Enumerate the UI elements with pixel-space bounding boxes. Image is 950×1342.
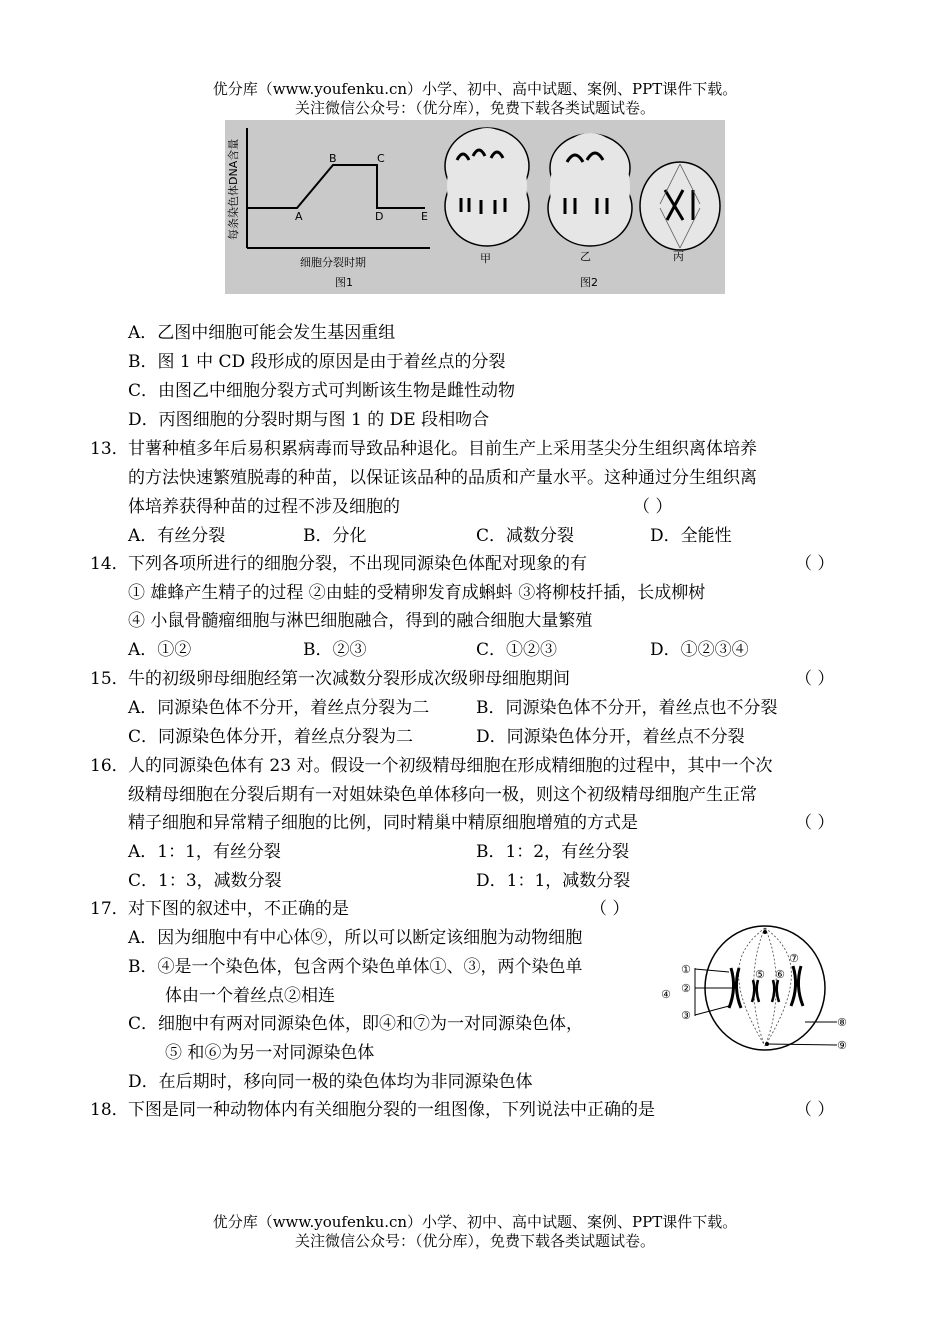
q17-option-a: A．因为细胞中有中心体⑨，所以可以断定该细胞为动物细胞 — [128, 928, 583, 948]
q17-label-1: ① — [681, 963, 691, 976]
graph-y-label: 每条染色体DNA含量 — [227, 138, 240, 240]
q18-number: 18． — [90, 1100, 129, 1120]
q17-label-5: ⑤ — [755, 968, 765, 981]
q14-item-1: ① 雄蜂产生精子的过程 ②由蛙的受精卵发育成蝌蚪 ③将柳枝扦插，长成柳树 — [128, 583, 706, 603]
q17-label-9: ⑨ — [837, 1039, 847, 1052]
q14-option-b: B．②③ — [303, 640, 367, 660]
q16-option-a: A．1：1，有丝分裂 — [128, 842, 281, 862]
figure-2-caption: 图2 — [580, 276, 598, 289]
q14-text: 下列各项所进行的细胞分裂，不出现同源染色体配对现象的有 — [128, 554, 587, 574]
q15-option-b: B．同源染色体不分开，着丝点也不分裂 — [476, 698, 778, 718]
q14-option-c: C．①②③ — [476, 640, 558, 660]
q13-text-1: 甘薯种植多年后易积累病毒而导致品种退化。目前生产上采用茎尖分生组织离体培养 — [128, 439, 757, 459]
q18-answer-paren: （ ） — [795, 1100, 835, 1120]
q16-answer-paren: （ ） — [795, 813, 835, 833]
q17-label-7: ⑦ — [789, 952, 799, 965]
header-line-1: 优分库（www.youfenku.cn）小学、初中、高中试题、案例、PPT课件下载。 — [212, 80, 738, 98]
q12-option-c: C．由图乙中细胞分裂方式可判断该生物是雌性动物 — [128, 381, 516, 401]
q14-answer-paren: （ ） — [795, 554, 835, 574]
cell-jia-label: 甲 — [480, 252, 491, 265]
q17-option-d: D．在后期时，移向同一极的染色体均为非同源染色体 — [128, 1072, 533, 1092]
cell-bing-label: 丙 — [673, 250, 684, 263]
q17-option-b-1: B．④是一个染色体，包含两个染色单体①、③，两个染色单 — [128, 957, 583, 977]
q13-option-a: A．有丝分裂 — [128, 526, 226, 546]
q17-text: 对下图的叙述中，不正确的是 — [128, 899, 349, 919]
q14-number: 14． — [90, 554, 129, 574]
q17-cell-drawing — [655, 920, 855, 1060]
q17-cell-diagram — [655, 920, 855, 1060]
figure-1-2 — [225, 120, 725, 294]
q13-text-3: 体培养获得种苗的过程不涉及细胞的 — [128, 497, 400, 517]
q13-option-d: D．全能性 — [650, 526, 732, 546]
q16-option-d: D．1：1，减数分裂 — [476, 871, 631, 891]
q15-option-a: A．同源染色体不分开，着丝点分裂为二 — [128, 698, 430, 718]
q12-option-b: B．图 1 中 CD 段形成的原因是由于着丝点的分裂 — [128, 352, 506, 372]
q15-option-d: D．同源染色体分开，着丝点不分裂 — [476, 727, 745, 747]
figure-1-2-drawing — [225, 120, 725, 294]
q17-label-6: ⑥ — [775, 968, 785, 981]
q17-label-8: ⑧ — [837, 1016, 847, 1029]
q12-option-d: D．丙图细胞的分裂时期与图 1 的 DE 段相吻合 — [128, 410, 490, 430]
q17-number: 17． — [90, 899, 129, 919]
q13-text-2: 的方法快速繁殖脱毒的种苗，以保证该品种的品质和产量水平。这种通过分生组织离 — [128, 468, 757, 488]
q15-option-c: C．同源染色体分开，着丝点分裂为二 — [128, 727, 414, 747]
graph-point-e: E — [421, 210, 428, 223]
q13-option-b: B．分化 — [303, 526, 367, 546]
q14-option-d: D．①②③④ — [650, 640, 749, 660]
q16-option-b: B．1：2，有丝分裂 — [476, 842, 630, 862]
q13-number: 13． — [90, 439, 129, 459]
q16-text-2: 级精母细胞在分裂后期有一对姐妹染色单体移向一极，则这个初级精母细胞产生正常 — [128, 785, 757, 805]
graph-point-a: A — [295, 210, 303, 223]
header-line-2: 关注微信公众号：（优分库），免费下载各类试题试卷。 — [294, 99, 655, 117]
q14-option-a: A．①② — [128, 640, 192, 660]
q17-option-c-1: C．细胞中有两对同源染色体，即④和⑦为一对同源染色体， — [128, 1014, 584, 1034]
q15-answer-paren: （ ） — [795, 669, 835, 689]
q16-text-3: 精子细胞和异常精子细胞的比例，同时精巢中精原细胞增殖的方式是 — [128, 813, 638, 833]
q16-option-c: C．1：3，减数分裂 — [128, 871, 282, 891]
cell-yi-label: 乙 — [580, 250, 591, 263]
q15-number: 15． — [90, 669, 129, 689]
q17-answer-paren: （ ） — [590, 899, 630, 919]
q12-option-a: A．乙图中细胞可能会发生基因重组 — [128, 323, 396, 343]
q18-text: 下图是同一种动物体内有关细胞分裂的一组图像，下列说法中正确的是 — [128, 1100, 655, 1120]
q13-answer-paren: （ ） — [633, 497, 673, 517]
q15-text: 牛的初级卵母细胞经第一次减数分裂形成次级卵母细胞期间 — [128, 669, 570, 689]
q17-label-2: ② — [681, 982, 691, 995]
q16-number: 16． — [90, 756, 129, 776]
graph-x-label: 细胞分裂时期 — [300, 256, 366, 269]
footer-line-1: 优分库（www.youfenku.cn）小学、初中、高中试题、案例、PPT课件下载。 — [212, 1213, 738, 1231]
q17-label-3: ③ — [681, 1009, 691, 1022]
graph-point-d: D — [375, 210, 384, 223]
q14-item-2: ④ 小鼠骨髓瘤细胞与淋巴细胞融合，得到的融合细胞大量繁殖 — [128, 611, 593, 631]
q13-option-c: C．减数分裂 — [476, 526, 575, 546]
q17-option-c-2: ⑤ 和⑥为另一对同源染色体 — [165, 1043, 375, 1063]
graph-point-c: C — [377, 152, 385, 165]
q17-option-b-2: 体由一个着丝点②相连 — [165, 986, 335, 1006]
footer-line-2: 关注微信公众号：（优分库），免费下载各类试题试卷。 — [294, 1232, 655, 1250]
figure-1-caption: 图1 — [335, 276, 353, 289]
q17-label-4: ④ — [661, 988, 671, 1001]
q16-text-1: 人的同源染色体有 23 对。假设一个初级精母细胞在形成精细胞的过程中，其中一个次 — [128, 756, 773, 776]
graph-point-b: B — [329, 152, 337, 165]
